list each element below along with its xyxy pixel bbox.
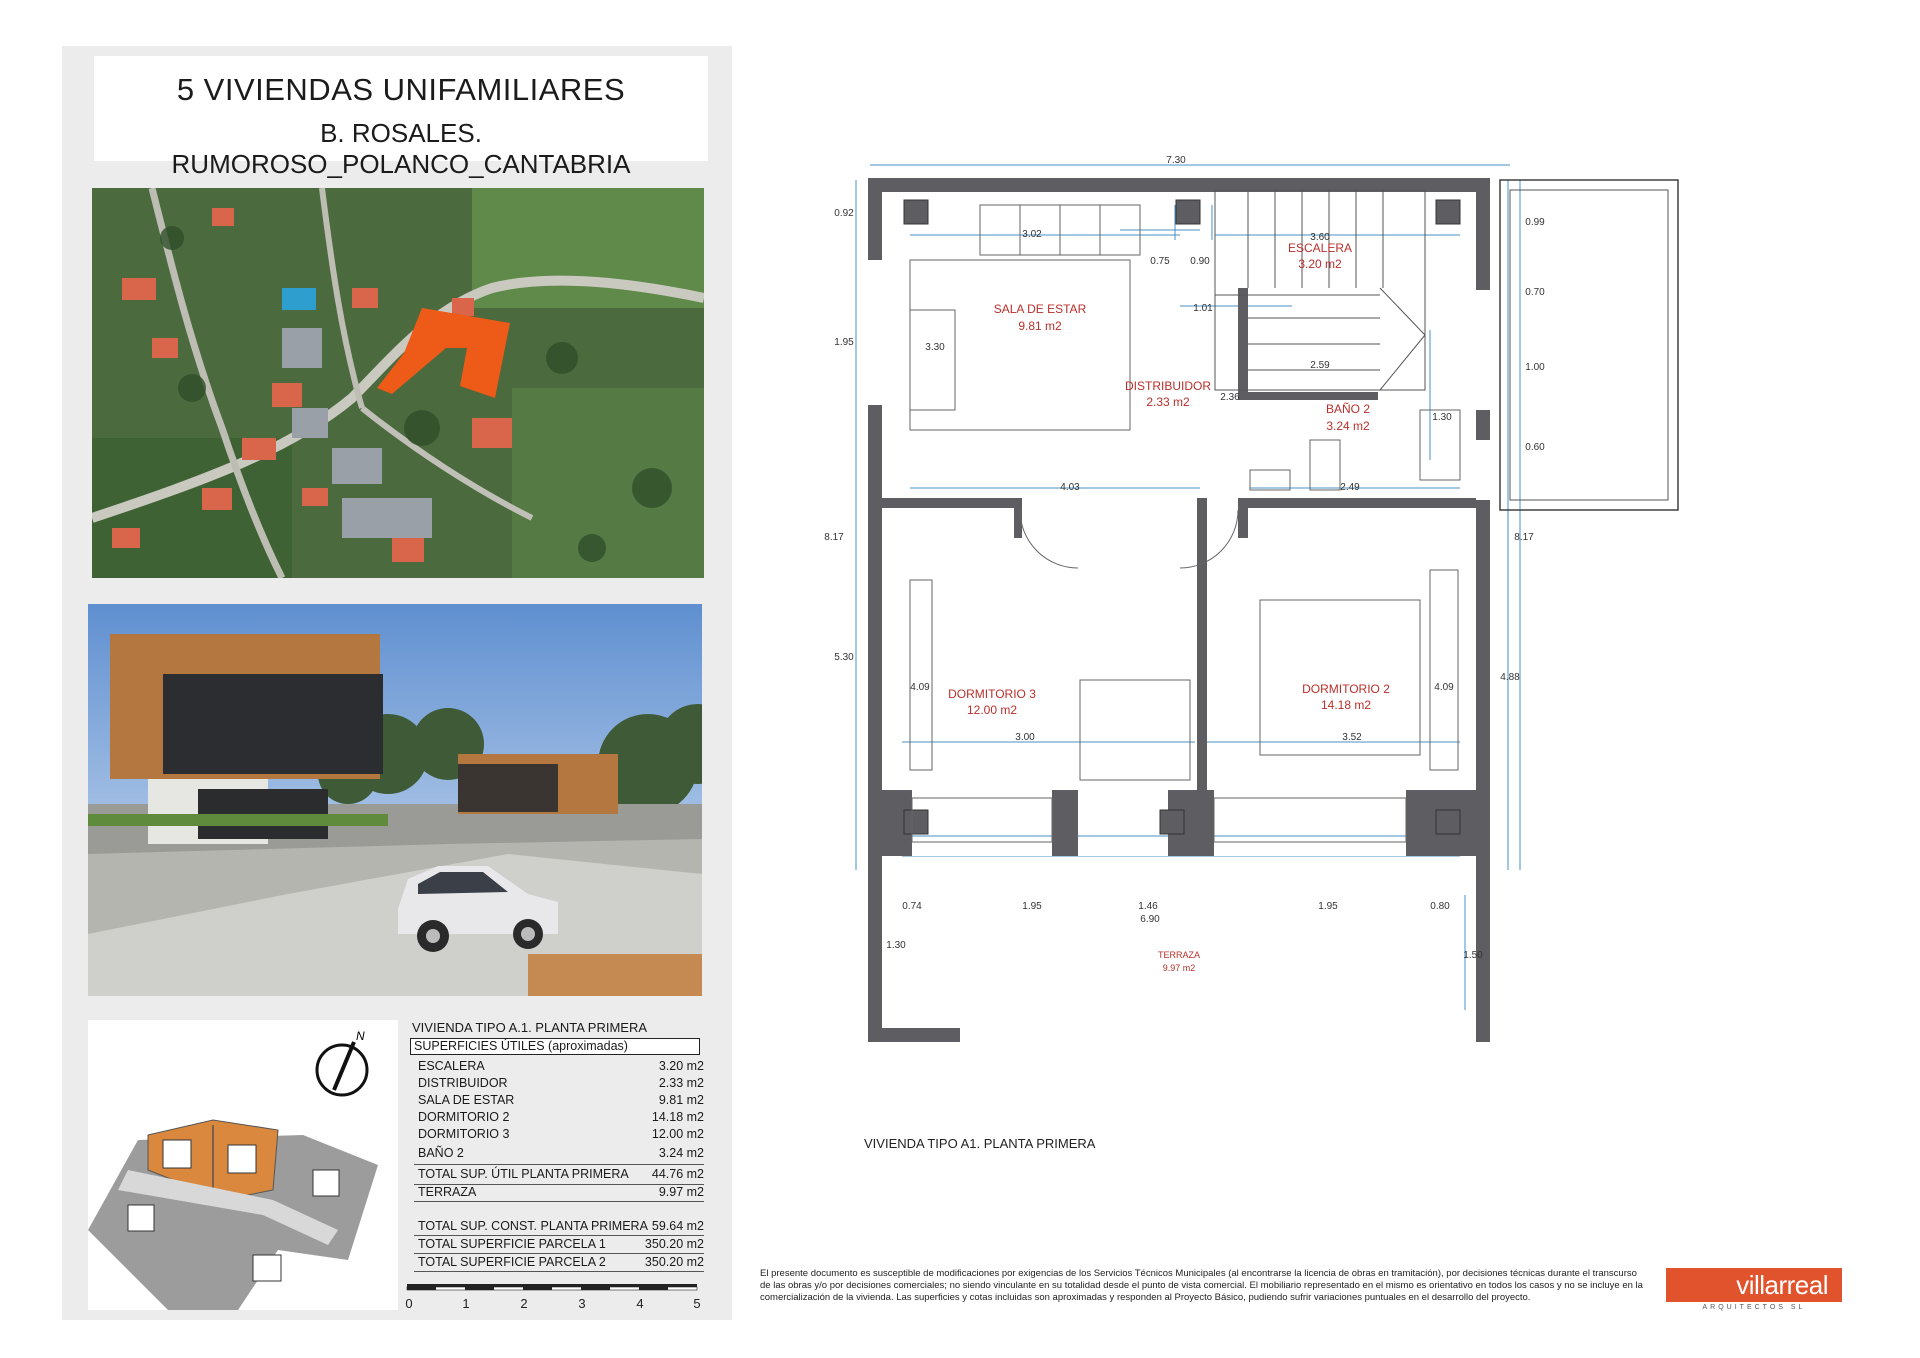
svg-text:1.95: 1.95 bbox=[1318, 901, 1338, 912]
title-box bbox=[94, 56, 708, 179]
svg-text:1.95: 1.95 bbox=[834, 337, 854, 348]
walls bbox=[868, 178, 1490, 1042]
room-distribuidor-area: 2.33 m2 bbox=[1146, 395, 1190, 409]
svg-text:1.46: 1.46 bbox=[1138, 901, 1158, 912]
svg-text:0.70: 0.70 bbox=[1525, 287, 1545, 298]
table-parcela2-row: TOTAL SUPERFICIE PARCELA 2 350.20 m2 bbox=[418, 1255, 704, 1269]
room-bano-name: BAÑO 2 bbox=[1325, 402, 1371, 416]
room-dorm3-area: 12.00 m2 bbox=[966, 703, 1018, 717]
svg-text:2.36: 2.36 bbox=[1220, 392, 1240, 403]
north-label: N bbox=[356, 1029, 365, 1043]
svg-text:3.02: 3.02 bbox=[1022, 229, 1042, 240]
render-graphic bbox=[88, 604, 702, 996]
svg-text:3.60: 3.60 bbox=[1310, 232, 1330, 243]
scale-bar-graphic bbox=[405, 1282, 705, 1316]
room-labels bbox=[948, 241, 1390, 973]
svg-text:8.17: 8.17 bbox=[1514, 532, 1534, 543]
table-const-row: TOTAL SUP. CONST. PLANTA PRIMERA 59.64 m2 bbox=[418, 1219, 704, 1233]
logo-text: villarreal bbox=[1736, 1270, 1828, 1300]
svg-text:3.30: 3.30 bbox=[925, 342, 945, 353]
company-logo bbox=[1666, 1268, 1842, 1302]
svg-text:0.74: 0.74 bbox=[902, 901, 922, 912]
table-row: DORMITORIO 3 12.00 m2 bbox=[418, 1127, 704, 1141]
svg-text:4.09: 4.09 bbox=[1434, 682, 1454, 693]
room-terraza-name: TERRAZA bbox=[1157, 950, 1201, 960]
room-dorm2-area: 14.18 m2 bbox=[1320, 698, 1372, 712]
svg-text:0.90: 0.90 bbox=[1190, 256, 1210, 267]
scale-tick-5: 5 bbox=[693, 1296, 701, 1311]
table-subtitle: SUPERFICIES ÚTILES (aproximadas) bbox=[410, 1038, 700, 1055]
page-subtitle: B. ROSALES. RUMOROSO_POLANCO_CANTABRIA bbox=[171, 118, 631, 179]
disclaimer-text: El presente documento es susceptible de modificaciones por exigencias de los Servicios Técnicos Municipales (al encontrarse la licencia de obras en tramitación), por decisiones técnicas durante el transcurso de las obras y/o por decisiones comerciales; no siendo vinculante en su totalidad desde el punto de vista comercial. El mobiliario representado en el mismo es orientativo en todos los casos y no se incluye en la comercialización de la vivienda. Las superficies y cotas incluidas son aproximadas y responden al Proyecto Básico, pudiendo sufrir variaciones puntuales en el desarrollo del proyecto. bbox=[760, 1268, 1643, 1303]
svg-text:2.49: 2.49 bbox=[1340, 482, 1360, 493]
table-row: BAÑO 2 3.24 m2 bbox=[418, 1146, 704, 1160]
scale-tick-0: 0 bbox=[405, 1296, 413, 1311]
svg-text:0.75: 0.75 bbox=[1150, 256, 1170, 267]
surfaces-table bbox=[408, 1018, 708, 1318]
svg-text:4.03: 4.03 bbox=[1060, 482, 1080, 493]
svg-text:1.30: 1.30 bbox=[1432, 412, 1452, 423]
svg-text:0.80: 0.80 bbox=[1430, 901, 1450, 912]
aerial-photo bbox=[92, 188, 704, 578]
scale-bar bbox=[405, 1282, 705, 1316]
logo-subtitle: ARQUITECTOS SL bbox=[1702, 1304, 1806, 1311]
room-sala-area: 9.81 m2 bbox=[1018, 319, 1062, 333]
table-total-row: TOTAL SUP. ÚTIL PLANTA PRIMERA 44.76 m2 bbox=[418, 1167, 704, 1181]
room-escalera-area: 3.20 m2 bbox=[1298, 257, 1342, 271]
table-row: DORMITORIO 2 14.18 m2 bbox=[418, 1110, 704, 1124]
svg-text:1.30: 1.30 bbox=[886, 940, 906, 951]
table-row: ESCALERA 3.20 m2 bbox=[418, 1059, 704, 1073]
svg-text:0.60: 0.60 bbox=[1525, 442, 1545, 453]
north-arrow-icon bbox=[317, 1042, 367, 1095]
room-bano-area: 3.24 m2 bbox=[1326, 419, 1370, 433]
scale-tick-1: 1 bbox=[462, 1296, 470, 1311]
floor-plan bbox=[820, 150, 1680, 1140]
room-sala-name: SALA DE ESTAR bbox=[993, 302, 1087, 316]
aerial-photo-graphic bbox=[92, 188, 704, 578]
svg-text:1.50: 1.50 bbox=[1463, 950, 1483, 961]
svg-text:4.88: 4.88 bbox=[1500, 672, 1520, 683]
svg-text:4.09: 4.09 bbox=[910, 682, 930, 693]
scale-tick-3: 3 bbox=[578, 1296, 586, 1311]
svg-text:3.00: 3.00 bbox=[1015, 732, 1035, 743]
table-parcela1-row: TOTAL SUPERFICIE PARCELA 1 350.20 m2 bbox=[418, 1237, 704, 1251]
svg-text:5.30: 5.30 bbox=[834, 652, 854, 663]
exterior-render bbox=[88, 604, 702, 996]
room-dorm2-name: DORMITORIO 2 bbox=[1302, 682, 1390, 696]
svg-text:6.90: 6.90 bbox=[1140, 914, 1160, 925]
table-row: DISTRIBUIDOR 2.33 m2 bbox=[418, 1076, 704, 1090]
table-row: SALA DE ESTAR 9.81 m2 bbox=[418, 1093, 704, 1107]
room-escalera-name: ESCALERA bbox=[1287, 241, 1353, 255]
svg-text:8.17: 8.17 bbox=[824, 532, 844, 543]
table-title: VIVIENDA TIPO A.1. PLANTA PRIMERA bbox=[412, 1020, 648, 1035]
furniture bbox=[910, 205, 1460, 842]
room-terraza-area: 9.97 m2 bbox=[1162, 963, 1196, 973]
svg-text:7.30: 7.30 bbox=[1166, 155, 1186, 166]
room-dorm3-name: DORMITORIO 3 bbox=[948, 687, 1036, 701]
site-plan-graphic bbox=[88, 1020, 398, 1310]
svg-text:1.95: 1.95 bbox=[1022, 901, 1042, 912]
svg-text:2.59: 2.59 bbox=[1310, 360, 1330, 371]
page-title: 5 VIVIENDAS UNIFAMILIARES bbox=[176, 72, 626, 107]
room-distribuidor-name: DISTRIBUIDOR bbox=[1124, 379, 1212, 393]
scale-tick-4: 4 bbox=[636, 1296, 644, 1311]
dimension-lines bbox=[856, 165, 1520, 1010]
svg-text:0.92: 0.92 bbox=[834, 208, 854, 219]
svg-text:1.00: 1.00 bbox=[1525, 362, 1545, 373]
site-plan bbox=[88, 1020, 398, 1310]
floor-plan-graphic bbox=[820, 150, 1680, 1140]
svg-text:1.01: 1.01 bbox=[1193, 303, 1213, 314]
table-terraza-row: TERRAZA 9.97 m2 bbox=[418, 1185, 704, 1199]
svg-text:0.99: 0.99 bbox=[1525, 217, 1545, 228]
scale-tick-2: 2 bbox=[520, 1296, 528, 1311]
svg-text:3.52: 3.52 bbox=[1342, 732, 1362, 743]
plan-caption: VIVIENDA TIPO A1. PLANTA PRIMERA bbox=[864, 1136, 1096, 1151]
